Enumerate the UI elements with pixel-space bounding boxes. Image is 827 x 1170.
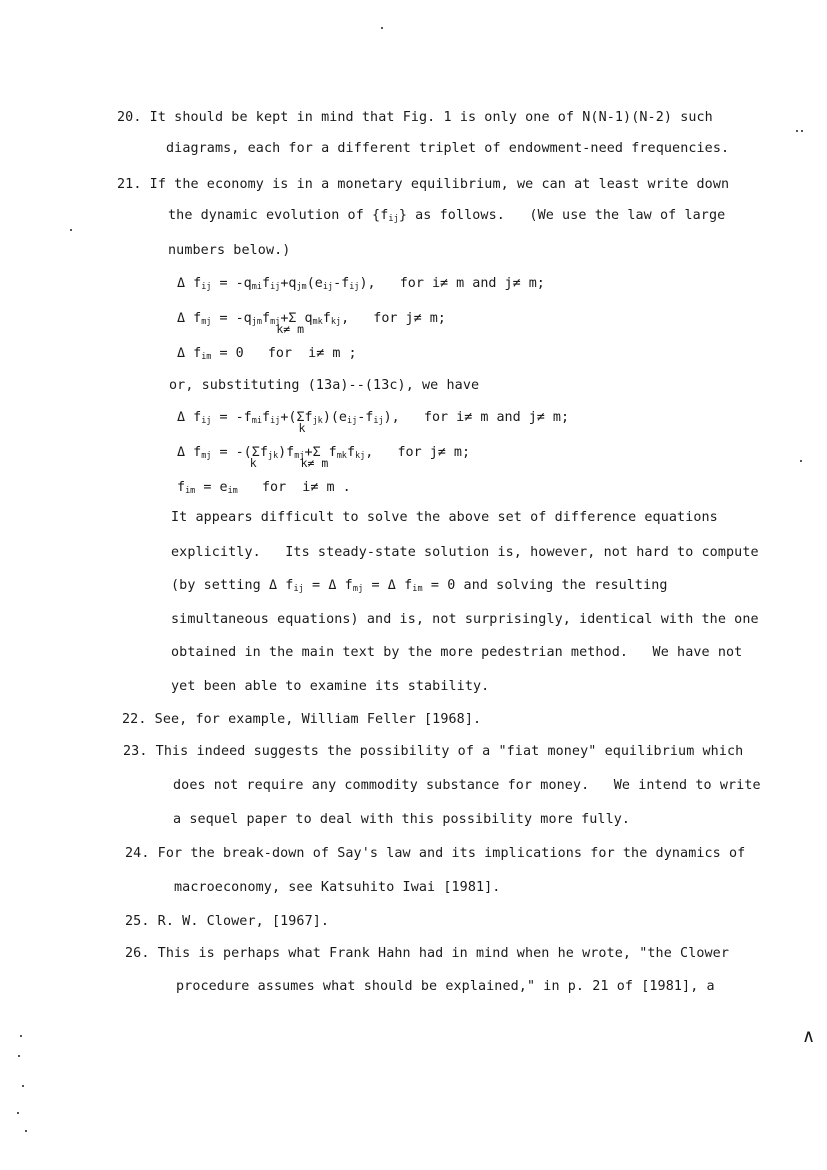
- footnote-24-line-1: 24. For the break-down of Say's law and its implications for the dynamics of: [125, 846, 746, 861]
- scan-speck: [801, 130, 803, 132]
- footnote-21-line-2: the dynamic evolution of $\{f_{ij}\}$ as follows. (We use the law of large: [168, 208, 726, 224]
- equation-2: Δ $f_{mj} = -q_{jm}f_{mj}+\Sigma$ k≠ m $q_{mk}f_{kj}$, for j≠ m;: [177, 311, 446, 336]
- equation-5: Δ $f_{mj} = -(\Sigma$ k $f_{jk})f_{mj}+\Sigma$ k≠ m $f_{mk}f_{kj}$, for j≠ m;: [177, 445, 471, 470]
- scan-speck: [70, 229, 72, 231]
- footnote-23-line-2: does not require any commodity substance for money. We intend to write: [173, 778, 761, 793]
- footnote-23-line-3: a sequel paper to deal with this possibility more fully.: [173, 812, 631, 827]
- equation-6: $f_{im} = e_{im}$ for i≠ m .: [177, 480, 351, 496]
- equation-1: Δ $f_{ij} = -q_{mi}f_{ij}+q_{jm}(e_{ij}-f_{ij})$, for i≠ m and j≠ m;: [177, 276, 545, 292]
- summation-symbol: Σ k≠ m: [276, 311, 305, 336]
- scan-speck: [25, 1130, 27, 1132]
- summation-symbol: Σ k≠ m: [300, 445, 329, 470]
- footnote-24-line-2: macroeconomy, see Katsuhito Iwai [1981].: [174, 880, 501, 895]
- substitution-line: or, substituting (13a)--(13c), we have: [169, 378, 480, 393]
- scan-speck: [22, 1085, 24, 1087]
- footnote-20-line-2: diagrams, each for a different triplet of endowment-need frequencies.: [166, 141, 730, 156]
- scan-speck: [20, 1035, 22, 1037]
- margin-handwritten-mark: ∧: [802, 1026, 816, 1047]
- scan-speck: [796, 130, 798, 132]
- summation-symbol: Σ k: [249, 445, 260, 470]
- scan-speck: [18, 1055, 20, 1057]
- equation-3: Δ $f_{im} = 0$ for i≠ m ;: [177, 346, 357, 362]
- footnote-26-line-2: procedure assumes what should be explained," in p. 21 of [1981], a: [176, 979, 715, 994]
- footnote-26-line-1: 26. This is perhaps what Frank Hahn had in mind when he wrote, "the Clower: [125, 946, 730, 961]
- footnote-21-para-5: obtained in the main text by the more pedestrian method. We have not: [171, 645, 743, 660]
- footnote-21-line-3: numbers below.): [168, 243, 291, 258]
- scan-speck: [800, 460, 802, 462]
- summation-symbol: Σ k: [296, 410, 306, 435]
- footnote-25-line-1: 25. R. W. Clower, [1967].: [125, 914, 330, 929]
- footnote-23-line-1: 23. This indeed suggests the possibility of a "fiat money" equilibrium which: [123, 744, 744, 759]
- footnote-21-line-1: 21. If the economy is in a monetary equilibrium, we can at least write down: [117, 177, 730, 192]
- footnote-21-para-6: yet been able to examine its stability.: [171, 679, 490, 694]
- footnote-21-para-4: simultaneous equations) and is, not surprisingly, identical with the one: [171, 612, 759, 627]
- footnote-21-para-1: It appears difficult to solve the above set of difference equations: [171, 510, 718, 525]
- footnote-20-line-1: 20. It should be kept in mind that Fig. 1 is only one of N(N-1)(N-2) such: [117, 110, 713, 125]
- scan-speck: [17, 1112, 19, 1114]
- footnote-21-para-2: explicitly. Its steady-state solution is, however, not hard to compute: [171, 545, 759, 560]
- scan-speck: [381, 27, 383, 29]
- equation-4: Δ $f_{ij} = -f_{mi}f_{ij}+(\Sigma$ k $f_{jk})(e_{ij}-f_{ij})$, for i≠ m and j≠ m;: [177, 410, 570, 435]
- footnote-21-para-3: (by setting Δ $f_{ij} = \Delta$ $f_{mj} = \Delta$ $f_{im} = 0$ and solving the resulting: [171, 578, 668, 594]
- footnote-22-line-1: 22. See, for example, William Feller [1968].: [122, 712, 482, 727]
